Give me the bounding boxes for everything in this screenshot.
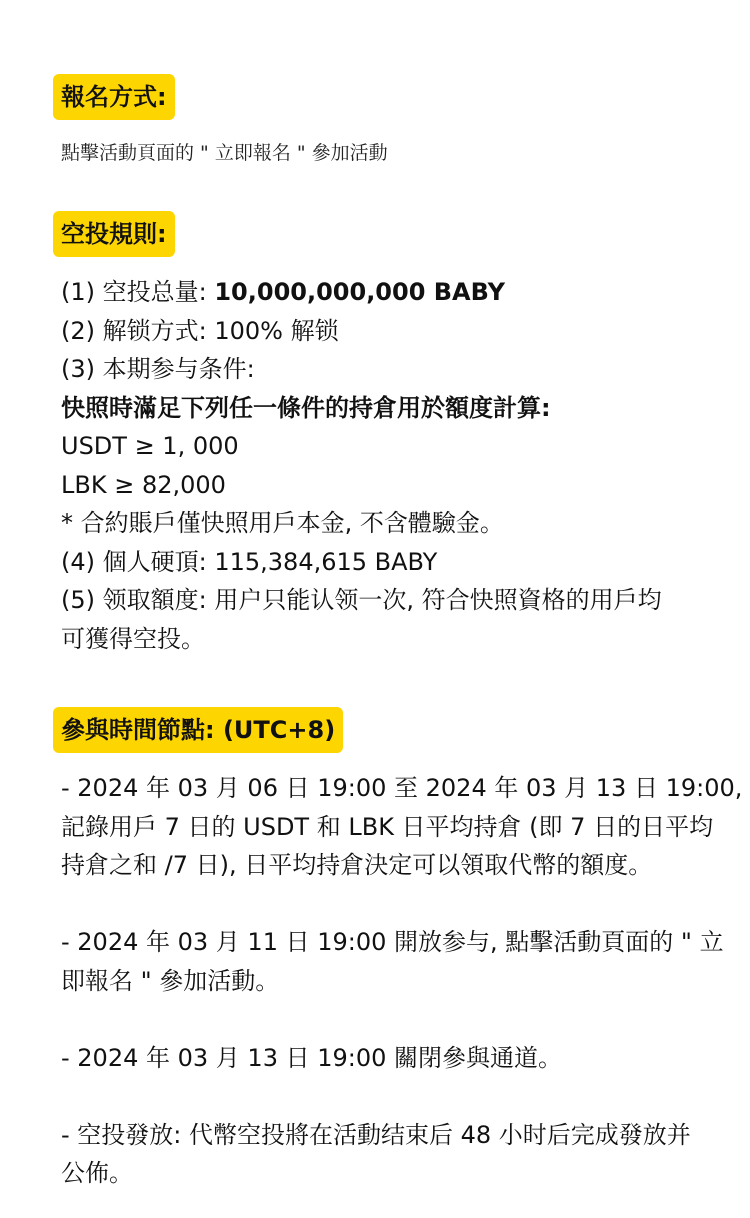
timeline-p4-line-2: 公佈。 bbox=[61, 1159, 133, 1187]
timeline-heading-text: 參與時間節點: (UTC+8) bbox=[61, 716, 336, 744]
rule-conditions: (3) 本期参与条件: bbox=[61, 355, 255, 383]
airdrop-rules-heading bbox=[53, 211, 175, 257]
timeline-p2-line-1: - 2024 年 03 月 11 日 19:00 開放参与, 點擊活動頁面的 " 立 bbox=[61, 928, 724, 956]
timeline-spacer bbox=[61, 1000, 702, 1039]
rule-lbk: LBK ≥ 82,000 bbox=[61, 470, 226, 499]
signup-text: 點擊活動頁面的 " 立即報名 " 參加活動 bbox=[61, 142, 388, 164]
timeline-heading bbox=[53, 707, 343, 753]
rule-total-value: 10,000,000,000 BABY bbox=[214, 278, 505, 306]
timeline-p1-line-3: 持倉之和 /7 日), 日平均持倉決定可以領取代幣的額度。 bbox=[61, 851, 653, 879]
timeline-spacer bbox=[61, 1077, 702, 1116]
timeline-p1-line-1: - 2024 年 03 月 06 日 19:00 至 2024 年 03 月 13 日 19:00, bbox=[61, 774, 743, 802]
rule-total-label: (1) 空投总量: bbox=[61, 278, 207, 306]
timeline-p3-line-1: - 2024 年 03 月 13 日 19:00 關閉參與通道。 bbox=[61, 1043, 563, 1072]
rule-total bbox=[61, 273, 702, 312]
airdrop-rules-heading-text: 空投規則: bbox=[61, 220, 167, 248]
rule-snapshot: 快照時滿足下列任一條件的持倉用於額度計算: bbox=[61, 393, 551, 422]
rule-contract-note: * 合約賬戶僅快照用戶本金, 不含體驗金。 bbox=[61, 509, 504, 537]
timeline-p4-line-1: - 空投發放: 代幣空投將在活動结束后 48 小时后完成發放并 bbox=[61, 1120, 691, 1149]
timeline-p2-line-2: 即報名 " 參加活動。 bbox=[61, 966, 280, 995]
rule-claim-line-2: 可獲得空投。 bbox=[61, 624, 205, 653]
rule-claim-line-1: (5) 领取額度: 用户只能认领一次, 符合快照資格的用戶均 bbox=[61, 586, 662, 614]
rule-usdt: USDT ≥ 1, 000 bbox=[61, 432, 239, 460]
airdrop-rules-list bbox=[61, 273, 702, 658]
timeline-list bbox=[61, 769, 743, 1193]
timeline-p1-line-2: 記錄用戶 7 日的 USDT 和 LBK 日平均持倉 (即 7 日的日平均 bbox=[61, 812, 714, 841]
timeline-spacer bbox=[61, 885, 702, 924]
signup-heading bbox=[53, 74, 175, 120]
signup-heading-text: 報名方式: bbox=[61, 83, 167, 111]
rule-unlock: (2) 解锁方式: 100% 解锁 bbox=[61, 316, 339, 345]
rule-cap: (4) 個人硬頂: 115,384,615 BABY bbox=[61, 547, 438, 576]
